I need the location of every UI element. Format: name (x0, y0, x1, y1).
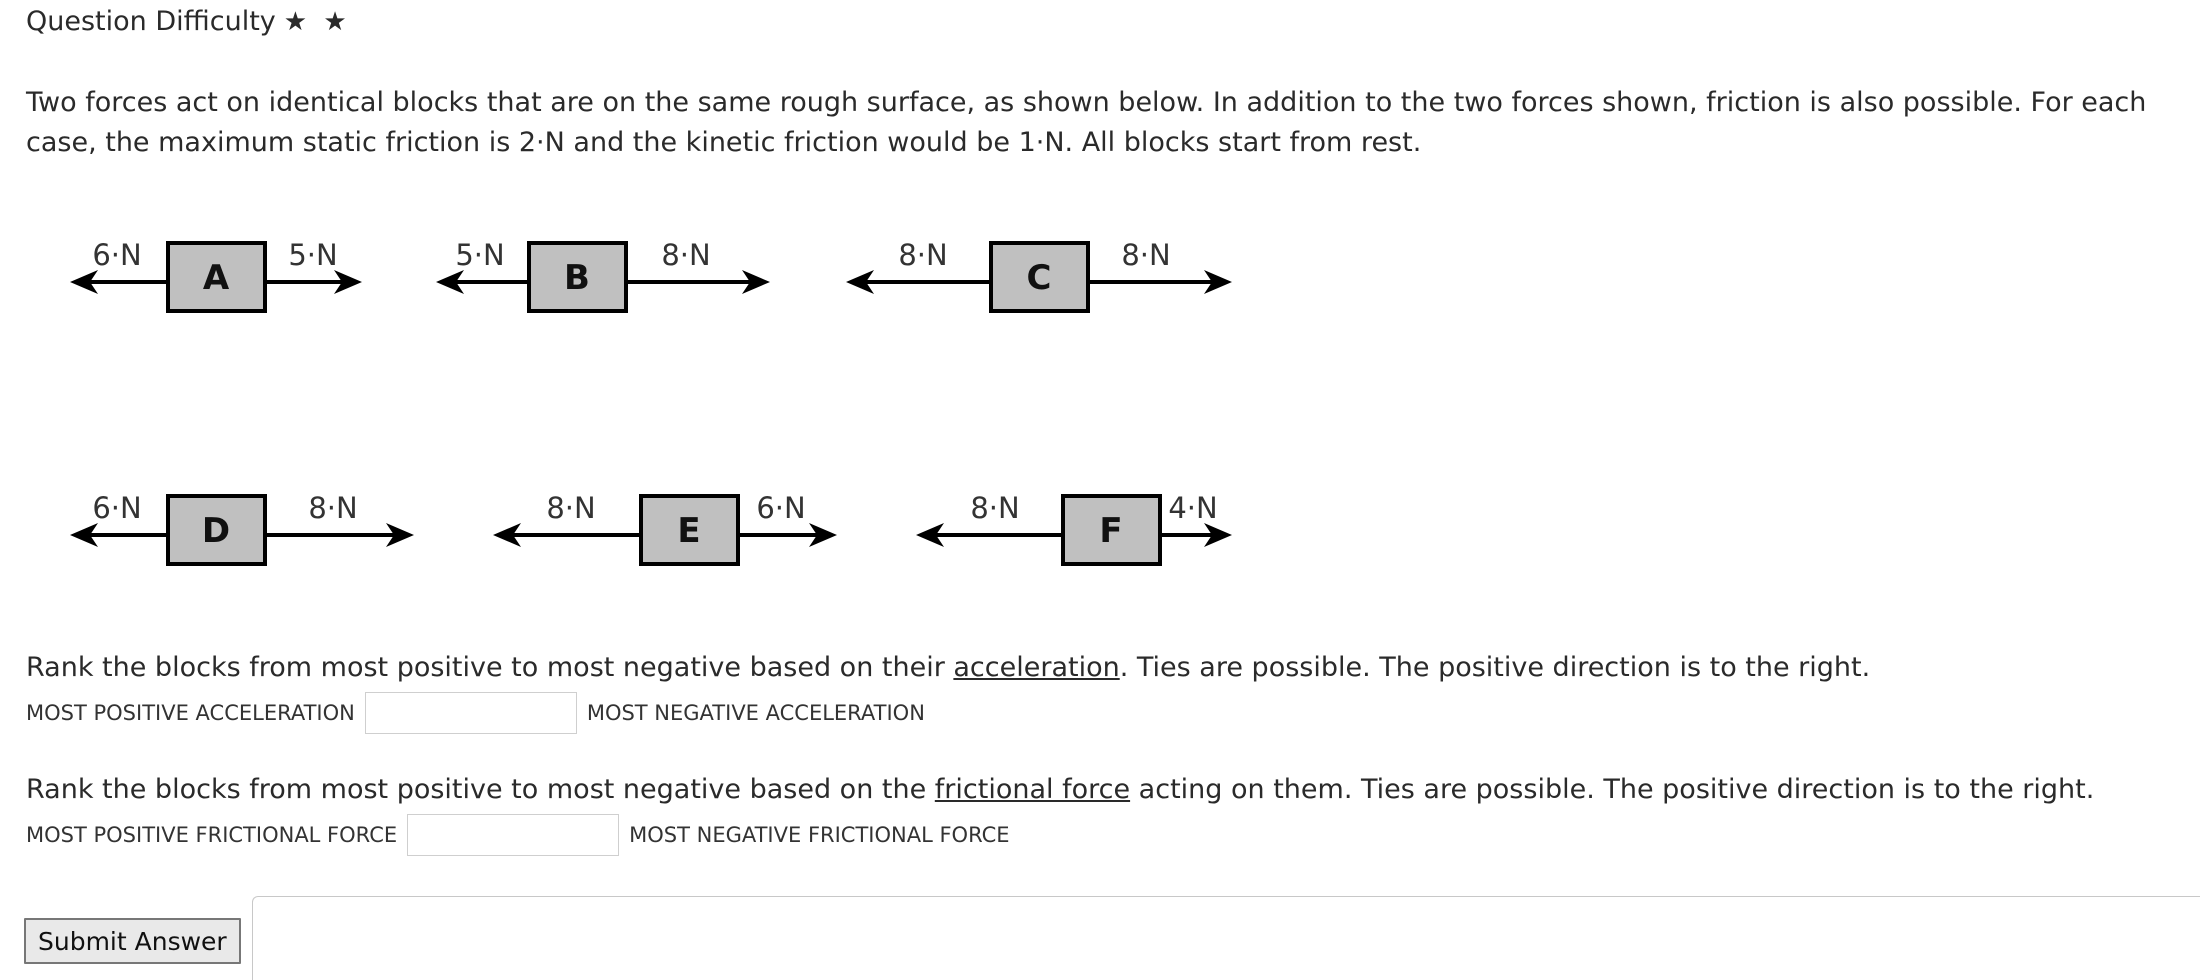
block-label-c: C (1026, 258, 1052, 298)
difficulty-label: Question Difficulty (26, 6, 276, 37)
block-label-a: A (202, 258, 230, 298)
force-label-a-right: 5·N (288, 238, 338, 272)
most-positive-acceleration-label: MOST POSITIVE ACCELERATION (26, 701, 355, 725)
force-label-f-right: 4·N (1168, 491, 1218, 525)
submit-answer-button[interactable]: Submit Answer (24, 918, 241, 964)
most-negative-acceleration-label: MOST NEGATIVE ACCELERATION (586, 701, 925, 725)
block-label-d: D (201, 511, 231, 551)
most-positive-friction-label: MOST POSITIVE FRICTIONAL FORCE (26, 823, 398, 847)
friction-ranking-dropzone[interactable] (407, 814, 619, 856)
force-label-e-right: 6·N (756, 491, 806, 525)
question2-text (26, 774, 2094, 805)
force-label-d-left: 6·N (92, 491, 142, 525)
answer-feedback-panel (252, 896, 2200, 980)
block-c-diagram (846, 238, 1232, 311)
block-label-e: E (677, 511, 701, 551)
block-label-b: B (564, 258, 590, 298)
question1-text-before: Rank the blocks from most positive to most negative based on their (26, 652, 954, 683)
acceleration-ranking-row (26, 690, 925, 736)
block-b-diagram (436, 238, 770, 311)
most-negative-friction-label: MOST NEGATIVE FRICTIONAL FORCE (629, 823, 1010, 847)
force-label-b-left: 5·N (455, 238, 505, 272)
acceleration-ranking-dropzone[interactable] (365, 692, 577, 734)
force-label-c-right: 8·N (1121, 238, 1171, 272)
question-prompt: Two forces act on identical blocks that are on the same rough surface, as shown below. In addition to the two forces shown, friction is also possible. For each case, the maximum static friction is 2·N and the kinetic friction would be 1·N. All blocks start from rest. (26, 87, 2147, 158)
block-label-f: F (1099, 511, 1123, 551)
force-label-f-left: 8·N (970, 491, 1020, 525)
question2-text-before: Rank the blocks from most positive to most negative based on the (26, 774, 935, 805)
force-label-c-left: 8·N (898, 238, 948, 272)
question2-text-after: acting on them. Ties are possible. The positive direction is to the right. (1130, 774, 2095, 805)
force-label-e-left: 8·N (546, 491, 596, 525)
friction-ranking-row (26, 812, 1010, 858)
force-label-d-right: 8·N (308, 491, 358, 525)
block-d-diagram (70, 491, 414, 564)
difficulty-stars: ★ ★ (283, 7, 351, 37)
block-f-diagram (916, 491, 1232, 564)
block-a-diagram (70, 238, 362, 311)
force-label-a-left: 6·N (92, 238, 142, 272)
block-e-diagram (493, 491, 837, 564)
acceleration-link[interactable]: acceleration (953, 652, 1120, 683)
frictional-force-link[interactable]: frictional force (934, 774, 1131, 805)
question1-text (26, 652, 1870, 683)
question1-text-after: . Ties are possible. The positive direction is to the right. (1119, 652, 1871, 683)
force-label-b-right: 8·N (661, 238, 711, 272)
